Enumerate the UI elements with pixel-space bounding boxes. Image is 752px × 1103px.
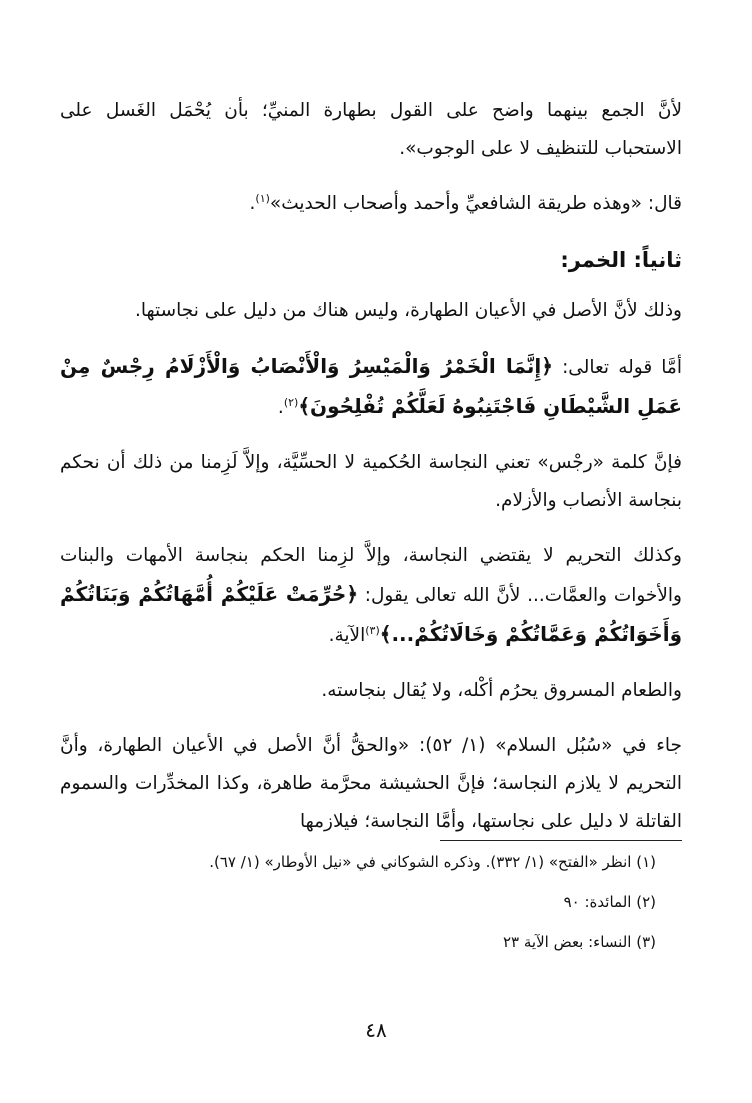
paragraph-semen-purity: لأنَّ الجمع بينهما واضح على القول بطهارة المنيِّ؛ بأن يُحْمَل الغَسل على الاستحباب للتنظيف لا على الوجوب». [60, 100, 682, 159]
paragraph-origin-purity: وذلك لأنَّ الأصل في الأعيان الطهارة، وليس هناك من دليل على نجاستها. [134, 300, 682, 321]
footnote-3: (٣) النساء: بعض الآية ٢٣ [502, 933, 656, 951]
page-number: ٤٨ [365, 1018, 387, 1042]
footnotes [60, 852, 656, 972]
footnote-divider [440, 840, 682, 841]
footnote-ref-1: (١) [255, 191, 270, 205]
paragraph-stolen-food: والطعام المسروق يحرُم أكْله، ولا يُقال بنجاسته. [321, 680, 682, 701]
page-body [60, 92, 682, 858]
nisa-end: الآية. [328, 625, 366, 646]
footnote-2: (٢) المائدة: ٩٠ [563, 893, 656, 911]
footnote-ref-2: (٢) [283, 395, 299, 409]
paragraph-shafii-quote [60, 185, 682, 223]
shafii-quote-end: . [249, 193, 256, 214]
quran-verse-maidah: ﴿إِنَّمَا الْخَمْرُ وَالْمَيْسِرُ وَالْأَنْصَابُ وَالْأَزْلَامُ رِجْسٌ مِنْ عَمَلِ الشَّيْطَانِ فَاجْتَنِبُوهُ لَعَلَّكُمْ تُفْلِحُونَ﴾ [60, 354, 682, 418]
paragraph-rijs-meaning: فإنَّ كلمة «رجْس» تعني النجاسة الحُكمية لا الحسِّيَّة، وإلاَّ لَزِمنا من ذلك أن نحكم بنجاسة الأنصاب والأزلام. [60, 452, 682, 511]
paragraph-prohibition [60, 537, 682, 655]
paragraph-subul-al-salam: جاء في «سُبُل السلام» (١/ ٥٢): «والحقُّ أنَّ الأصل في الأعيان الطهارة، وأنَّ التحريم لا يلازم النجاسة؛ فإنَّ الحشيشة محرَّمة طاهرة، وكذا المخدِّرات والسموم القاتلة لا دليل على نجاستها، وأمَّا النجاسة؛ فيلازمها [60, 735, 682, 832]
footnote-1: (١) انظر «الفتح» (١/ ٣٣٢). وذكره الشوكاني في «نيل الأوطار» (١/ ٦٧). [209, 853, 656, 871]
footnote-ref-3: (٣) [365, 623, 380, 637]
maidah-lead-text: أمَّا قوله تعالى: [552, 357, 682, 378]
maidah-end: . [277, 397, 284, 418]
quran-verse-nisa: ﴿حُرِّمَتْ عَلَيْكُمْ أُمَّهَاتُكُمْ وَبَنَاتُكُمْ وَأَخَوَاتُكُمْ وَعَمَّاتُكُمْ وَخَالَاتُكُمْ...﴾ [60, 582, 682, 646]
shafii-quote-text: قال: «وهذه طريقة الشافعيِّ وأحمد وأصحاب الحديث» [269, 193, 682, 214]
section-heading-wine: ثانياً: الخمر: [560, 248, 682, 272]
paragraph-maidah-verse [60, 347, 682, 427]
prohibition-lead-text: وكذلك التحريم لا يقتضي النجاسة، وإلاَّ لزِمنا الحكم بنجاسة الأمهات والبنات والأخوات والعمَّات... لأنَّ الله تعالى يقول: [60, 545, 682, 606]
